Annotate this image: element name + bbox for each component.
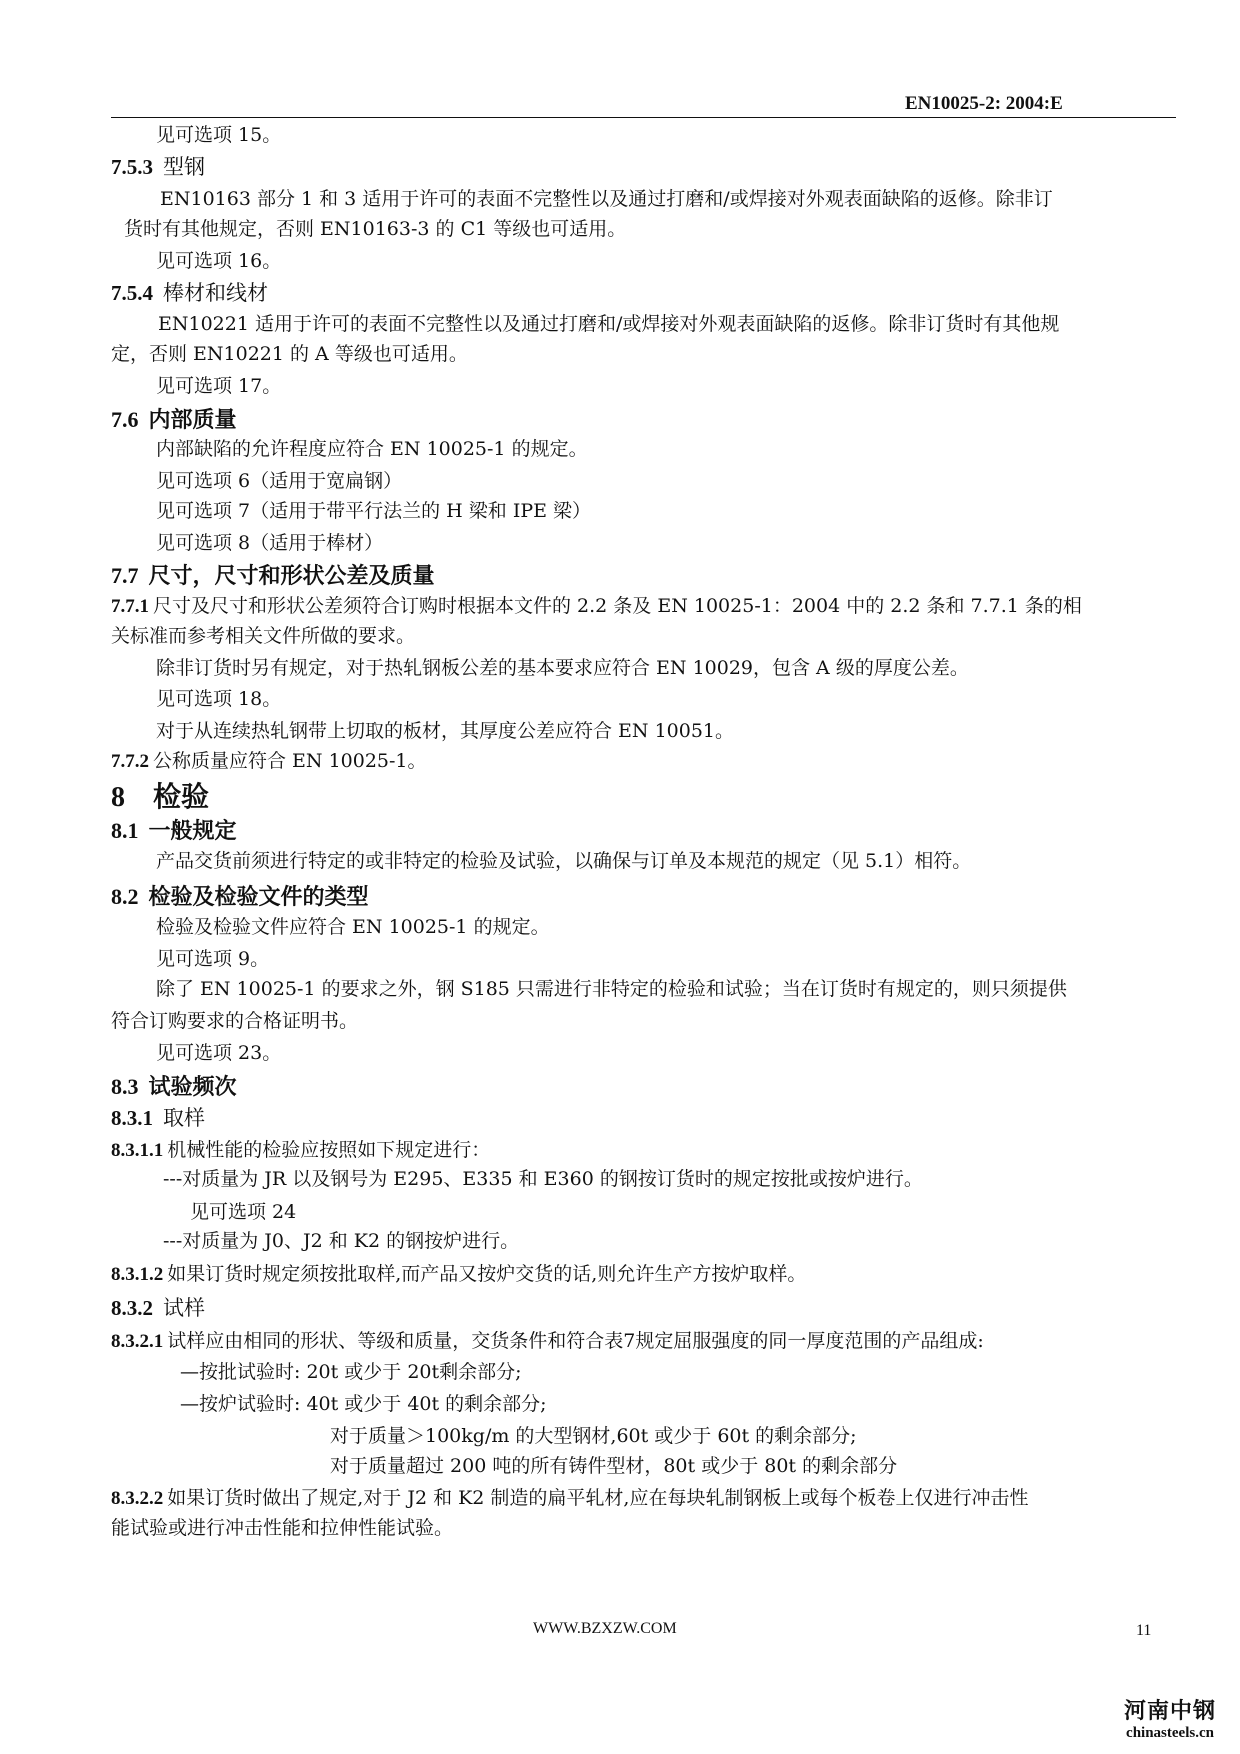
heading-text: 检验 (153, 780, 210, 813)
line-text: 定，否则 EN10221 的 A 等级也可适用。 (111, 343, 468, 365)
header-standard-code: EN10025-2: 2004:E (905, 93, 1063, 114)
line-text: —按炉试验时: 40t 或少于 40t 的剩余部分; (180, 1393, 547, 1415)
heading-text: 取样 (163, 1106, 205, 1130)
section-number: 8.3.2.1 (111, 1331, 164, 1352)
line-text: ---对质量为 JR 以及钢号为 E295、E335 和 E360 的钢按订货时的规定按批或按炉进行。 (163, 1168, 923, 1190)
paragraph-line (156, 918, 550, 937)
section-heading (111, 820, 237, 843)
line-text: 见可选项 7（适用于带平行法兰的 H 梁和 IPE 梁） (156, 500, 592, 522)
line-text: 见可选项 9。 (156, 948, 270, 970)
line-text: 机械性能的检验应按照如下规定进行： (167, 1139, 491, 1161)
section-heading (111, 1298, 205, 1319)
line-text: 见可选项 15。 (156, 124, 282, 146)
page-number: 11 (1136, 1622, 1152, 1639)
section-number: 7.5.4 (111, 281, 153, 305)
line-text: 尺寸及尺寸和形状公差须符合订购时根据本文件的 2.2 条及 EN 10025-1：2004 中的 2.2 条和 7.7.1 条的相 (153, 595, 1082, 617)
paragraph-line (158, 315, 1059, 334)
paragraph-line (156, 659, 969, 678)
line-text: 对于质量＞100kg/m 的大型钢材,60t 或少于 60t 的剩余部分; (330, 1425, 857, 1447)
paragraph-line (124, 220, 626, 239)
line-text: EN10221 适用于许可的表面不完整性以及通过打磨和/或焊接对外观表面缺陷的返修。除非订货时有其他规 (158, 313, 1060, 335)
section-number: 7.7.1 (111, 596, 149, 617)
paragraph-line (111, 1332, 984, 1351)
paragraph-line (111, 345, 468, 364)
section-number: 8.3.2.2 (111, 1488, 164, 1509)
paragraph-line (156, 1044, 281, 1063)
section-number: 7.7.2 (111, 751, 149, 772)
paragraph-line (156, 377, 281, 396)
watermark-cn: 河南中钢 (1123, 1699, 1216, 1724)
heading-text: 一般规定 (148, 819, 237, 844)
line-text: 产品交货前须进行特定的或非特定的检验及试验，以确保与订单及本规范的规定（见 5.1）相符。 (156, 850, 972, 872)
paragraph-line (156, 722, 734, 741)
heading-text: 检验及检验文件的类型 (148, 885, 369, 910)
paragraph-line (160, 190, 1053, 209)
line-text: —按批试验时: 20t 或少于 20t剩余部分; (180, 1361, 522, 1383)
section-number: 8.3.1.1 (111, 1140, 164, 1161)
section-heading (111, 1108, 205, 1129)
line-text: 公称质量应符合 EN 10025-1。 (153, 750, 427, 772)
line-text: 见可选项 17。 (156, 375, 282, 397)
line-text: 见可选项 16。 (156, 250, 282, 272)
section-number: 8.3.1 (111, 1106, 153, 1130)
paragraph-line (156, 690, 281, 709)
section-heading (111, 157, 205, 178)
section-number: 8 (111, 782, 125, 813)
line-text: 如果订货时规定须按批取样,而产品又按炉交货的话,则允许生产方按炉取样。 (167, 1263, 807, 1285)
line-text: 见可选项 18。 (156, 688, 282, 710)
paragraph-line (111, 1141, 490, 1160)
line-text: 关标准而参考相关文件所做的要求。 (111, 625, 416, 647)
section-number: 8.3.2 (111, 1296, 153, 1320)
heading-text: 内部质量 (148, 408, 237, 433)
heading-text: 棒材和线材 (163, 281, 268, 305)
line-text: ---对质量为 J0、J2 和 K2 的钢按炉进行。 (163, 1230, 520, 1252)
section-number: 8.3.1.2 (111, 1264, 164, 1285)
section-heading (111, 780, 210, 813)
paragraph-line (156, 252, 281, 271)
section-heading (111, 283, 268, 304)
paragraph-line (156, 440, 588, 459)
line-text: 见可选项 23。 (156, 1042, 282, 1064)
section-number: 7.6 (111, 407, 139, 432)
paragraph-line (111, 1265, 806, 1284)
paragraph-line (180, 1395, 547, 1414)
section-heading (111, 565, 435, 588)
heading-text: 型钢 (163, 155, 205, 179)
section-heading (111, 409, 237, 432)
section-number: 8.1 (111, 818, 139, 843)
line-text: 符合订购要求的合格证明书。 (111, 1010, 359, 1032)
heading-text: 尺寸，尺寸和形状公差及质量 (148, 564, 435, 589)
line-text: 能试验或进行冲击性能和拉伸性能试验。 (111, 1517, 454, 1539)
paragraph-line (156, 472, 402, 491)
line-text: 除非订货时另有规定，对于热轧钢板公差的基本要求应符合 EN 10029，包含 A 级的厚度公差。 (156, 657, 969, 679)
line-text: 见可选项 6（适用于宽扁钢） (156, 470, 403, 492)
watermark-logo (1100, 1700, 1240, 1742)
paragraph-line (156, 502, 591, 521)
paragraph-line (156, 852, 971, 871)
paragraph-line (111, 1012, 358, 1031)
paragraph-line (111, 597, 1082, 616)
line-text: 见可选项 8（适用于棒材） (156, 532, 384, 554)
paragraph-line (111, 627, 415, 646)
watermark-en: chinasteels.cn (1126, 1725, 1214, 1741)
line-text: 检验及检验文件应符合 EN 10025-1 的规定。 (156, 916, 550, 938)
footer-url: WWW.BZXZW.COM (533, 1620, 677, 1637)
paragraph-line (156, 126, 281, 145)
paragraph-line (156, 534, 383, 553)
paragraph-line (330, 1457, 897, 1476)
paragraph-line (163, 1232, 519, 1251)
line-text: 货时有其他规定，否则 EN10163-3 的 C1 等级也可适用。 (124, 218, 627, 240)
line-text: EN10163 部分 1 和 3 适用于许可的表面不完整性以及通过打磨和/或焊接对外观表面缺陷的返修。除非订 (160, 188, 1053, 210)
paragraph-line (163, 1170, 923, 1189)
heading-text: 试验频次 (148, 1075, 237, 1100)
line-text: 试样应由相同的形状、等级和质量，交货条件和符合表7规定屈服强度的同一厚度范围的产品组成: (167, 1330, 984, 1352)
line-text: 对于从连续热轧钢带上切取的板材，其厚度公差应符合 EN 10051。 (156, 720, 735, 742)
paragraph-line (111, 752, 427, 771)
line-text: 内部缺陷的允许程度应符合 EN 10025-1 的规定。 (156, 438, 588, 460)
paragraph-line (330, 1427, 857, 1446)
line-text: 如果订货时做出了规定,对于 J2 和 K2 制造的扁平轧材,应在每块轧制钢板上或每个板卷上仅进行冲击性 (167, 1487, 1029, 1509)
paragraph-line (111, 1489, 1028, 1508)
section-heading (111, 1076, 237, 1099)
section-number: 7.5.3 (111, 155, 153, 179)
paragraph-line (180, 1363, 522, 1382)
section-number: 8.2 (111, 884, 139, 909)
section-number: 8.3 (111, 1074, 139, 1099)
paragraph-line (156, 950, 269, 969)
line-text: 见可选项 24 (190, 1201, 297, 1223)
heading-text: 试样 (163, 1296, 205, 1320)
paragraph-line (111, 1519, 453, 1538)
line-text: 除了 EN 10025-1 的要求之外，钢 S185 只需进行非特定的检验和试验；当在订货时有规定的，则只须提供 (156, 978, 1067, 1000)
header-rule (111, 117, 1176, 118)
paragraph-line (190, 1203, 296, 1222)
section-number: 7.7 (111, 563, 139, 588)
section-heading (111, 886, 369, 909)
line-text: 对于质量超过 200 吨的所有铸件型材，80t 或少于 80t 的剩余部分 (330, 1455, 898, 1477)
paragraph-line (156, 980, 1067, 999)
